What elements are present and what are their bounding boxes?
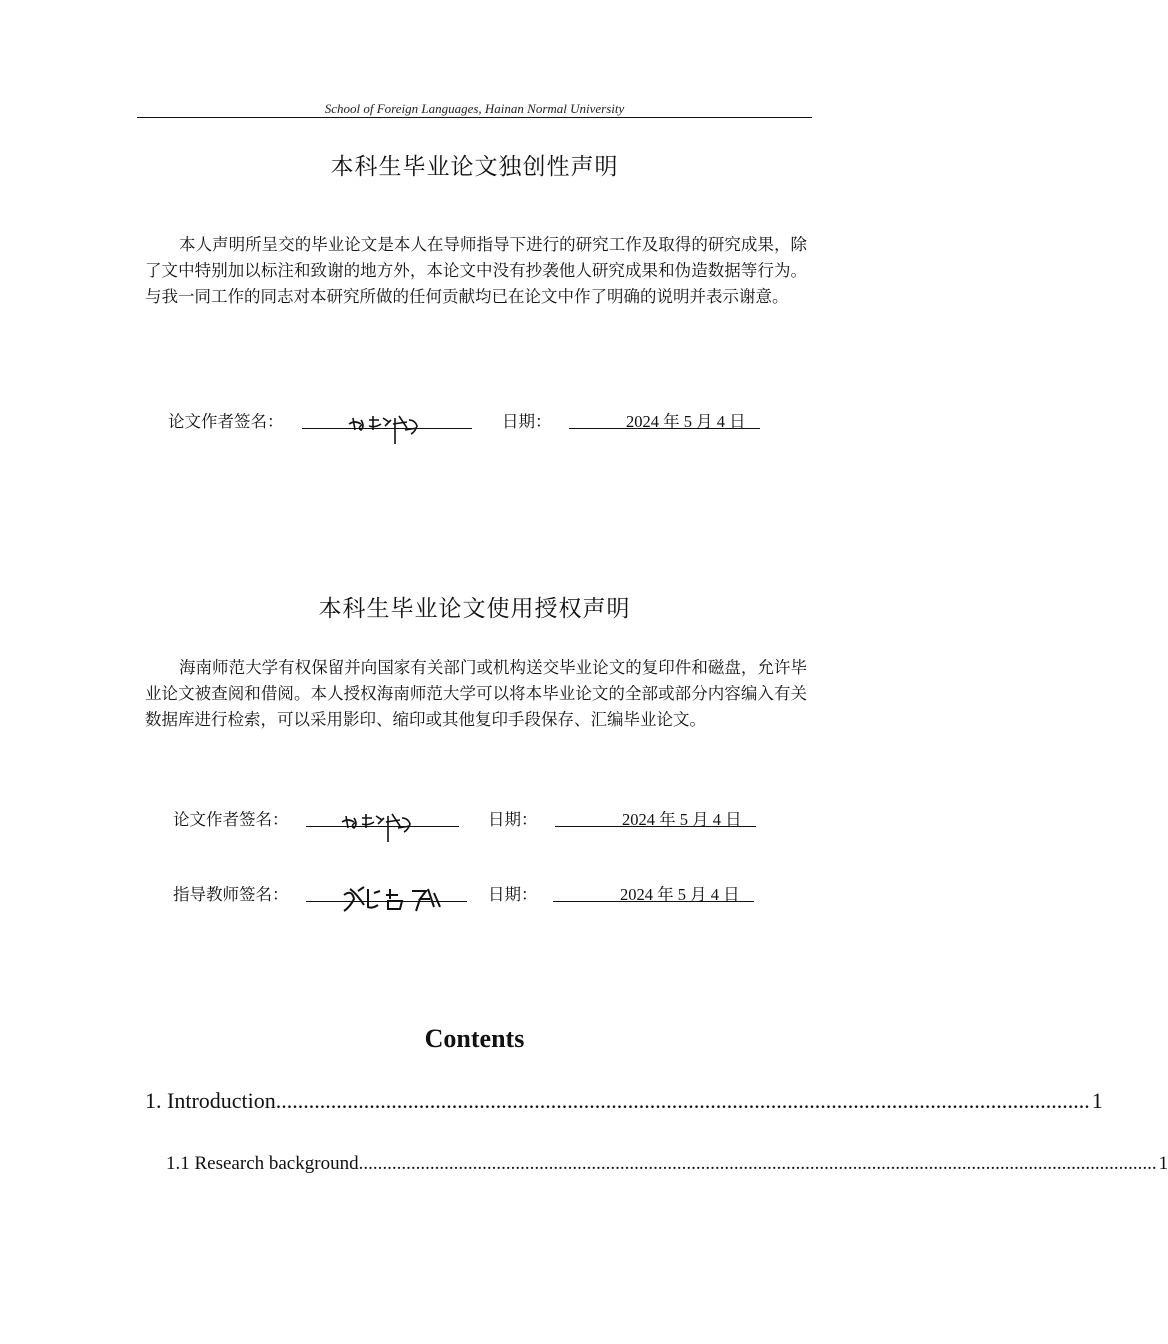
originality-title: 本科生毕业论文独创性声明 <box>330 154 619 180</box>
author-signature-label: 论文作者签名： <box>173 810 289 829</box>
author-handwritten-signature <box>338 808 418 842</box>
date-label: 日期： <box>488 810 538 829</box>
author-signature-label: 论文作者签名： <box>168 412 284 431</box>
authorization-body: 海南师范大学有权保留并向国家有关部门或机构送交毕业论文的复印件和磁盘，允许毕业论文被查阅和借阅。本人授权海南师范大学可以将本毕业论文的全部或部分内容编入有关数据库进行检索，可以采用影印、缩印或其他复印手段保存、汇编毕业论文。 <box>145 658 807 729</box>
toc-entry[interactable] <box>166 1153 1168 1175</box>
toc-leader-dots: ........................................................................................................................................................................ <box>358 1153 1157 1174</box>
contents-title: Contents <box>424 1024 525 1053</box>
date-label: 日期： <box>488 885 538 904</box>
authorization-author-signature-row <box>0 806 950 836</box>
toc-entry-title: 1.1 Research background <box>166 1153 359 1174</box>
running-header: School of Foreign Languages, Hainan Normal University <box>324 101 625 116</box>
toc-leader-dots: .................................................................................................................................................... <box>275 1088 1090 1113</box>
date-label: 日期： <box>502 412 552 431</box>
originality-body: 本人声明所呈交的毕业论文是本人在导师指导下进行的研究工作及取得的研究成果，除了文中特别加以标注和致谢的地方外，本论文中没有抄袭他人研究成果和伪造数据等行为。与我一同工作的同志对本研究所做的任何贡献均已在论文中作了明确的说明并表示谢意。 <box>145 235 807 306</box>
toc-entry[interactable] <box>145 1088 1103 1114</box>
date-value: 2024 年 5 月 4 日 <box>620 885 740 904</box>
toc-entry-page: 1 <box>1091 1088 1103 1113</box>
date-value: 2024 年 5 月 4 日 <box>626 412 746 431</box>
authorization-title: 本科生毕业论文使用授权声明 <box>318 596 631 622</box>
authorization-advisor-signature-row <box>0 881 950 911</box>
header-rule <box>137 117 812 118</box>
toc-entry-title: 1. Introduction <box>145 1088 276 1113</box>
date-value: 2024 年 5 月 4 日 <box>622 810 742 829</box>
toc-entry-page: 1 <box>1158 1153 1168 1174</box>
advisor-handwritten-signature <box>340 883 444 913</box>
advisor-signature-label: 指导教师签名： <box>173 885 289 904</box>
originality-signature-row <box>0 408 950 438</box>
author-handwritten-signature <box>345 410 425 444</box>
